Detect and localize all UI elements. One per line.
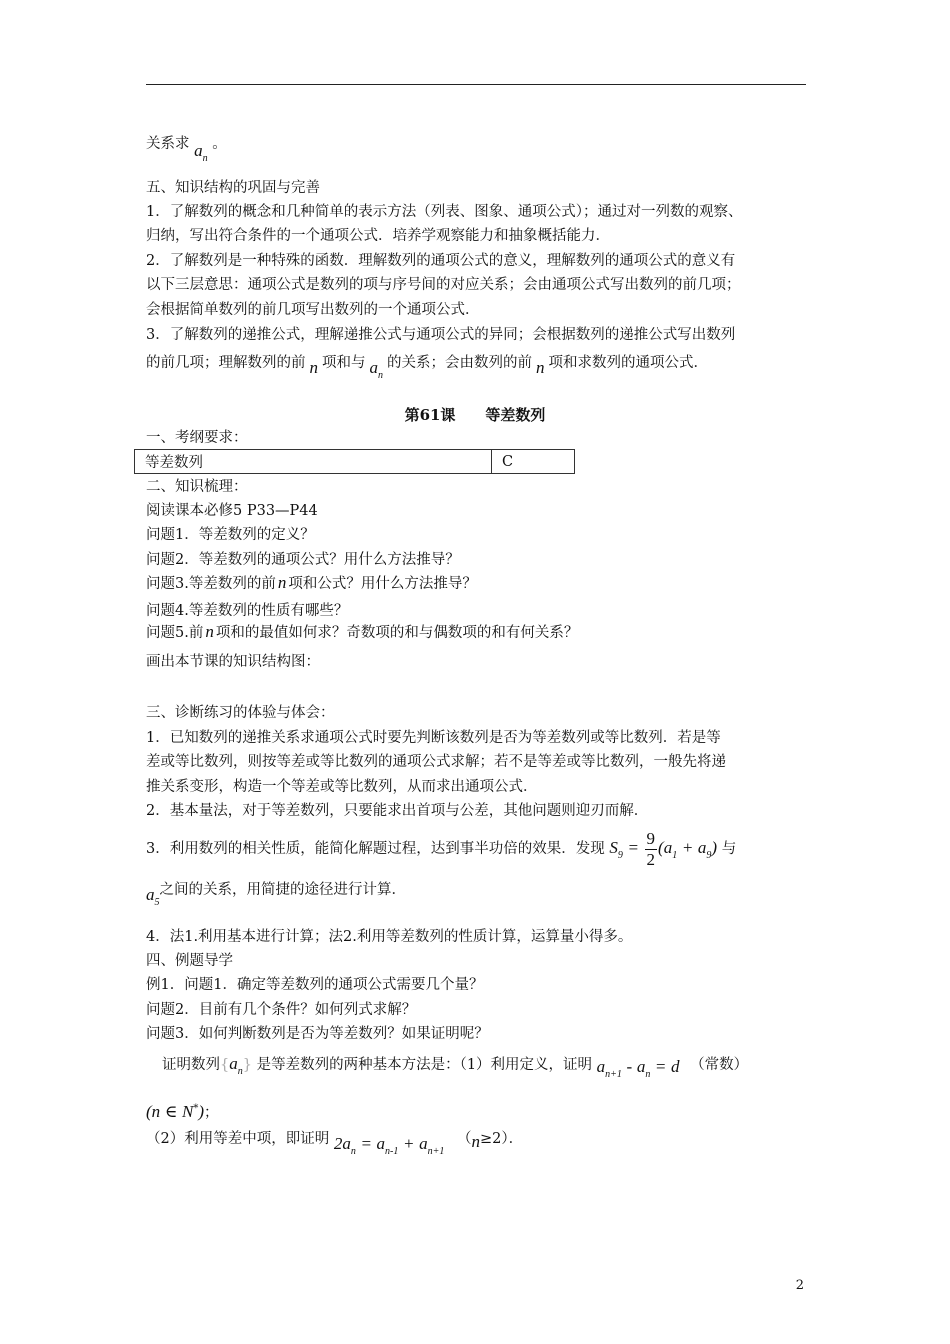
para-2-line-2: 以下三层意思：通项公式是数列的项与序号间的对应关系；会由通项公式写出数列的前几项；: [146, 277, 741, 293]
example-q2: 问题2．目前有几个条件？如何列式求解？: [146, 1002, 417, 1018]
section-3-heading: 三、诊断练习的体验与体会：: [146, 705, 335, 721]
example-1: 例1．问题1．确定等差数列的通项公式需要几个量？: [146, 977, 484, 993]
fraction-9-over-2: $\frac{9}{2}$: [646, 828, 656, 869]
question-4: 问题4.等差数列的性质有哪些？: [146, 603, 349, 619]
diag-3-line-1: 3．利用数列的相关性质，能简化解题过程，达到事半功倍的效果．发现 $S_9$ = $\frac{9}{2}$ $(a_1 + a_9)$ 与: [146, 828, 737, 869]
diag-1-line-3: 推关系变形，构造一个等差或等比数列，从而求出通项公式．: [146, 779, 538, 795]
line-relation: 关系求 $a_n$ 。: [146, 136, 227, 164]
question-2: 问题2．等差数列的通项公式？用什么方法推导？: [146, 552, 460, 568]
para-3-line-1: 3．了解数列的递推公式，理解递推公式与通项公式的异同；会根据数列的递推公式写出数列: [146, 327, 736, 343]
para-3-line-2: 的前几项；理解数列的前 n 项和与 $a_n$的关系；会由数列的前 n 项和求数列的通项公式．: [146, 355, 708, 381]
header-rule: [146, 84, 806, 85]
diag-4: 4．法1.利用基本进行计算；法2.利用等差数列的性质计算，运算量小得多。: [146, 929, 633, 945]
section-4-heading: 四、例题导学: [146, 953, 233, 969]
proof-line-3: （2）利用等差中项，即证明 $2a_n = a_{n-1} + a_{n+1}$ （n≥2）．: [146, 1131, 524, 1157]
requirement-level: C: [492, 450, 575, 474]
diag-1-line-2: 差或等比数列，则按等差或等比数列的通项公式求解；若不是等差或等比数列，一般先将递: [146, 754, 726, 770]
para-2-line-3: 会根据简单数列的前几项写出数列的一个通项公式．: [146, 302, 480, 318]
section-5-heading: 五、知识结构的巩固与完善: [146, 180, 320, 196]
requirement-table: [134, 449, 575, 474]
example-q3: 问题3．如何判断数列是否为等差数列？如果证明呢？: [146, 1026, 489, 1042]
section-2-heading: 二、知识梳理：: [146, 479, 248, 495]
diag-3-line-2: $a_5$之间的关系，用简捷的途径进行计算．: [146, 882, 406, 908]
reading-assignment: 阅读课本必修5 P33—P44: [146, 503, 318, 519]
section-1-heading: 一、考纲要求：: [146, 430, 248, 446]
question-5: 问题5.前 n 项和的最值如何求？奇数项的和与偶数项的和有何关系？: [146, 622, 579, 641]
requirement-item: 等差数列: [135, 450, 492, 474]
diag-1-line-1: 1．已知数列的递推关系求通项公式时要先判断该数列是否为等差数列或等比数列．若是等: [146, 730, 721, 746]
draw-structure-prompt: 画出本节课的知识结构图：: [146, 654, 320, 670]
lesson-title: 第61课 等差数列: [404, 406, 546, 424]
para-2-line-1: 2．了解数列是一种特殊的函数．理解数列的通项公式的意义，理解数列的通项公式的意义有: [146, 253, 736, 269]
question-1: 问题1．等差数列的定义？: [146, 527, 315, 543]
proof-line-2: (n ∈ N*)；: [146, 1101, 219, 1121]
para-1-line-2: 归纳，写出符合条件的一个通项公式．培养学观察能力和抽象概括能力．: [146, 228, 610, 244]
question-3: 问题3.等差数列的前 n 项和公式？用什么方法推导？: [146, 573, 477, 592]
para-1-line-1: 1．了解数列的概念和几种简单的表示方法（列表、图象、通项公式）；通过对一列数的观察、: [146, 204, 743, 220]
diag-2: 2．基本量法，对于等差数列，只要能求出首项与公差，其他问题则迎刃而解．: [146, 803, 649, 819]
proof-line-1: 证明数列$\{a_n\}$ 是等差数列的两种基本方法是：（1）利用定义，证明 $a_{n+1} - a_n = d$ （常数）: [162, 1054, 749, 1080]
page-number: 2: [795, 1278, 804, 1293]
